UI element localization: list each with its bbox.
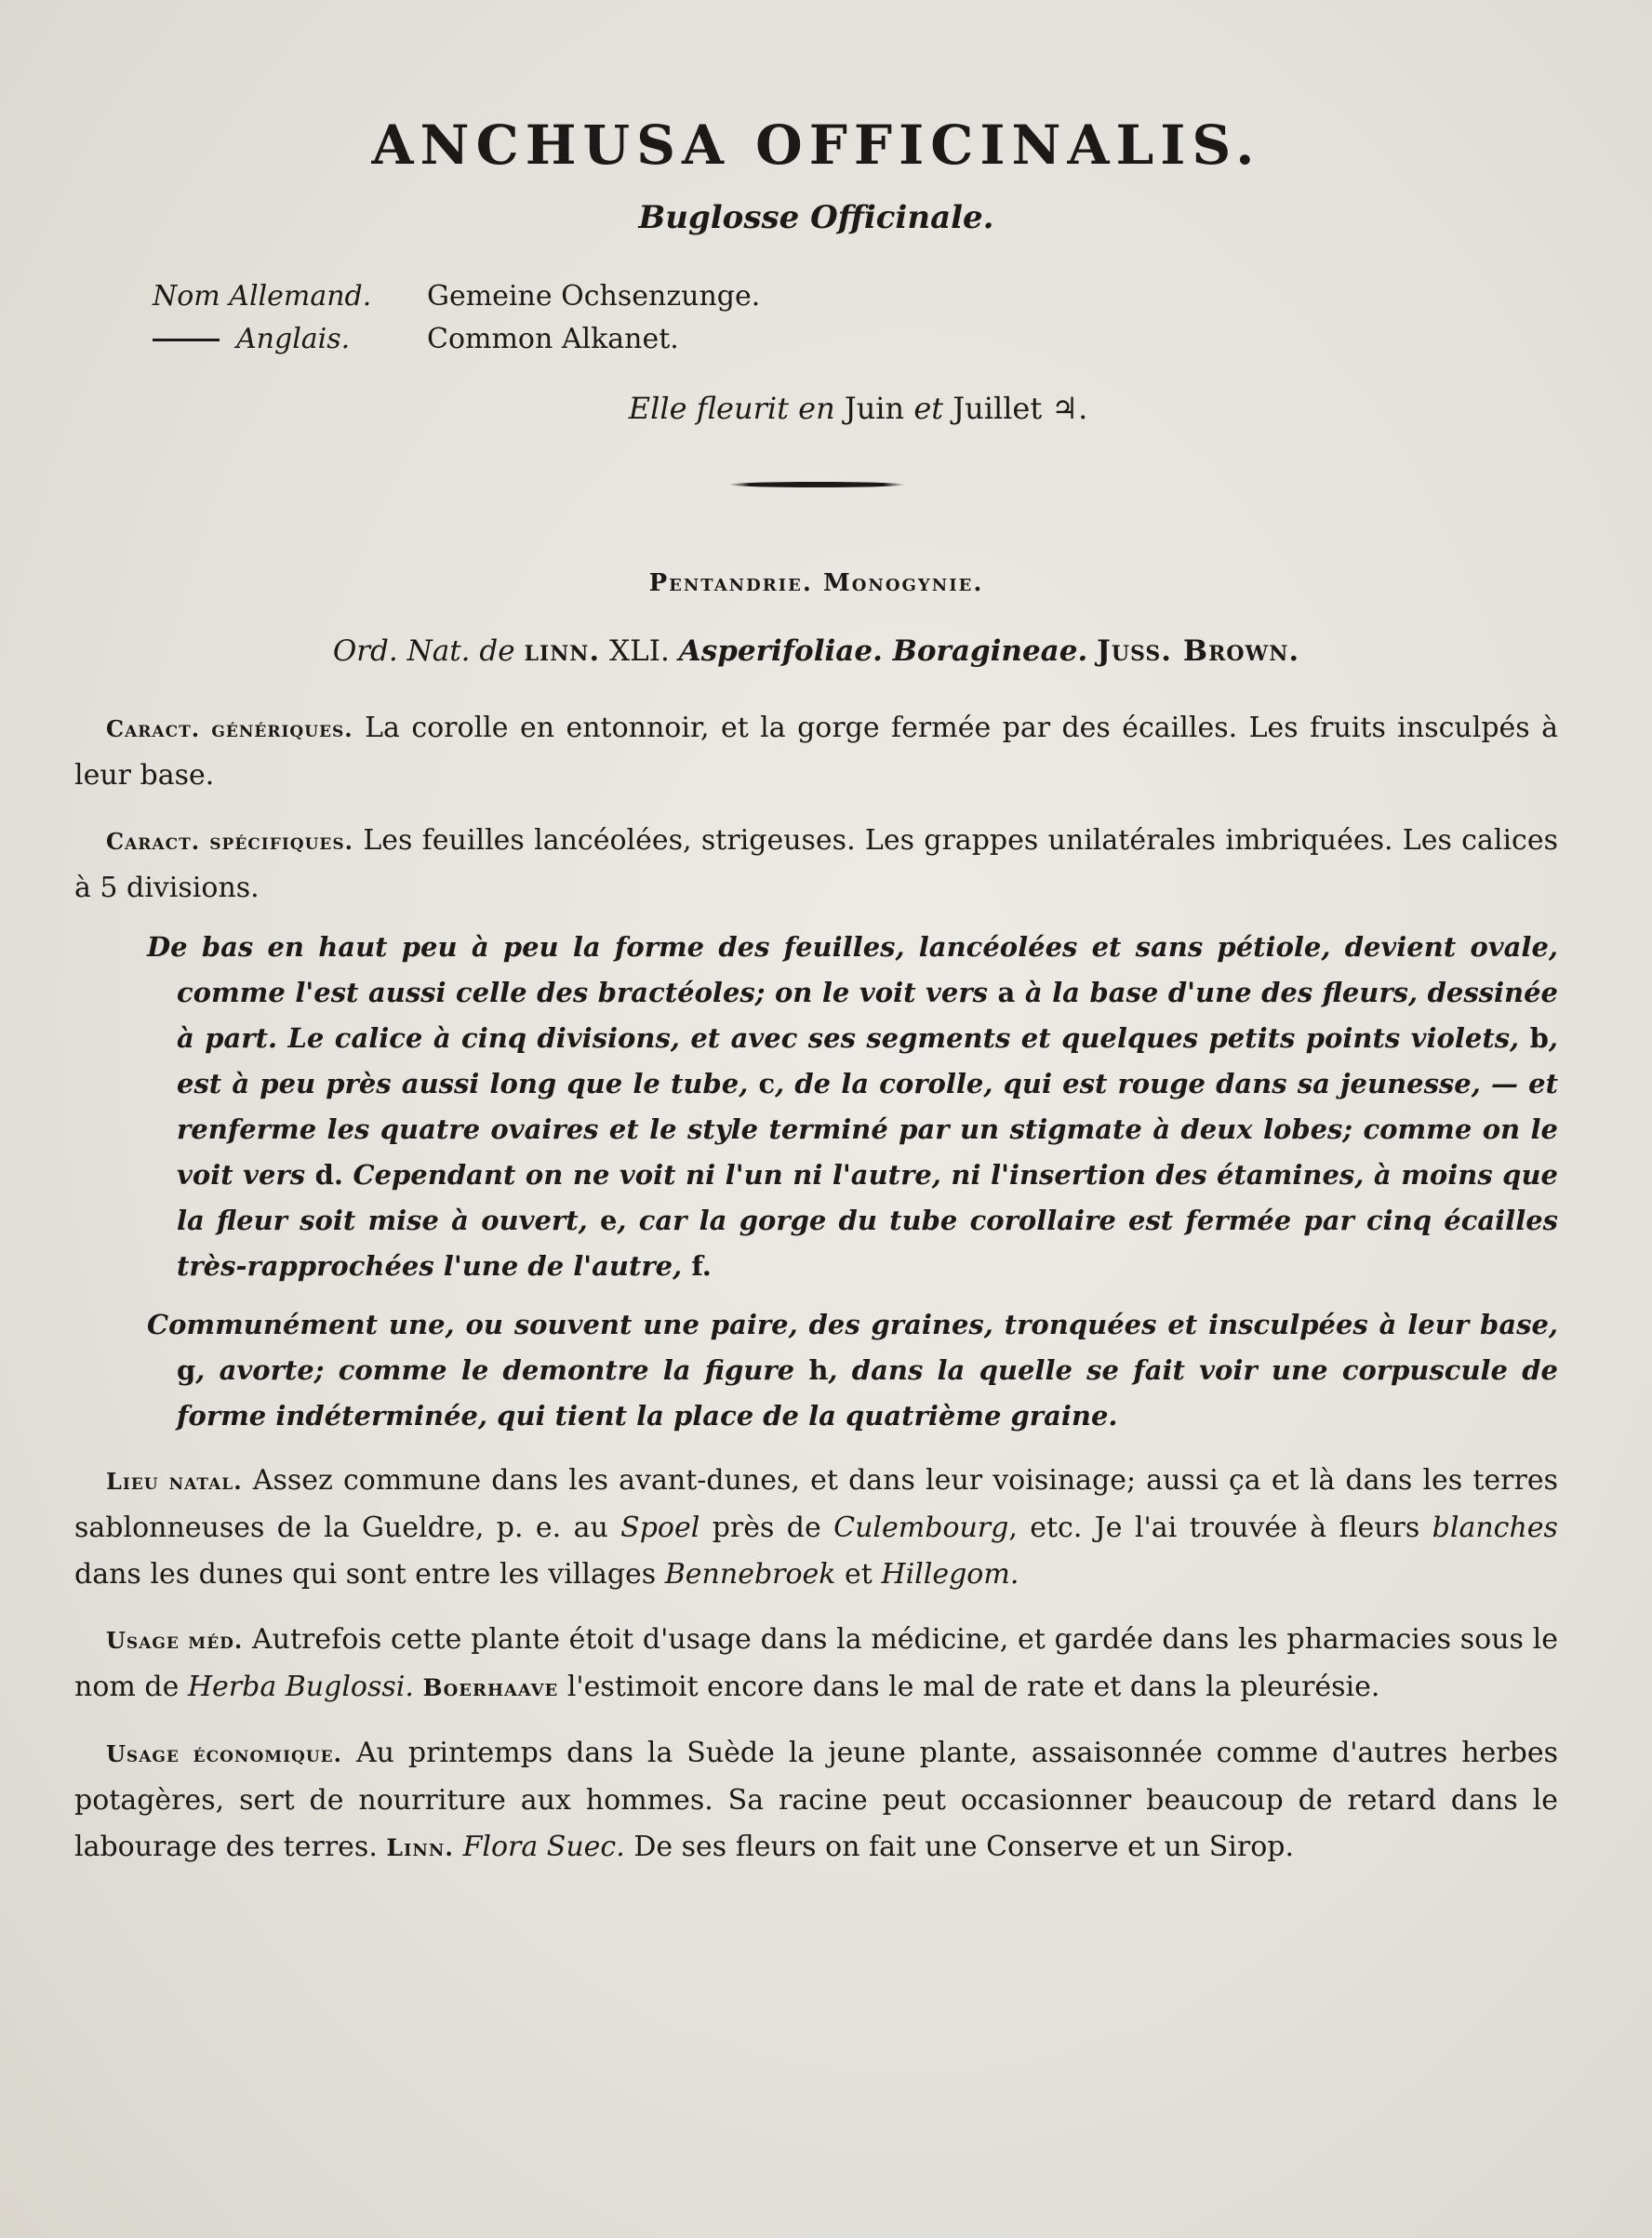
habitat-text: , etc. Je l'ai trouvée à fleurs (1008, 1511, 1420, 1544)
desc1-text: , de la corolle, qui est rouge dans sa jeunesse, — et renferme les quatre ovaires et le style terminé par un stigmate à deux lobes; comme on le voit vers (177, 1067, 1558, 1191)
perennial-symbol-icon: ♃. (1051, 390, 1088, 426)
habitat-label: Lieu natal. (106, 1467, 243, 1495)
lang-label-english-wrap (153, 318, 427, 361)
place-culembourg: Culembourg (833, 1511, 1009, 1544)
figure-ref-g: g (177, 1353, 196, 1386)
name-german: Gemeine Ochsenzunge. (427, 279, 761, 313)
bloom-text-2: en (798, 390, 835, 426)
order-number: XLI. (609, 633, 670, 668)
habitat-text: près de (712, 1511, 821, 1544)
lang-label-english: Anglais. (236, 322, 351, 355)
herba-buglossi: Herba Buglossi. (187, 1670, 414, 1703)
generic-label: Caract. génériques. (106, 714, 353, 742)
specific-text: Les feuilles lancéolées, strigeuses. Les grappes unilatérales imbriquées. Les calices à 5 divisions. (74, 823, 1559, 904)
name-english: Common Alkanet. (427, 322, 679, 355)
desc1-text: , car la gorge du tube corollaire est fermée par cinq écailles très-rapprochées l'une de l'autre, (177, 1204, 1558, 1282)
generic-characters (74, 705, 1558, 799)
medical-label: Usage méd. (106, 1626, 244, 1654)
desc1-text: , est à peu près aussi long que le tube, (177, 1021, 1558, 1099)
habitat-text: dans les dunes qui sont entre les villages (74, 1557, 657, 1591)
ditto-dash (153, 339, 220, 341)
flora-suec: Flora Suec. (462, 1830, 625, 1863)
order-authors: Juss. Brown. (1097, 633, 1300, 668)
desc1-text: De bas en haut peu à peu la forme des feuilles, lancéolées et sans pétiole, devient ovale, comme l'est aussi celle des bractéoles; on le voit vers (147, 930, 1558, 1008)
order-author-linn: linn. (524, 633, 601, 668)
author-linn: Linn. (386, 1833, 455, 1861)
medical-text: l'estimoit encore dans le mal de rate et dans la pleurésie. (566, 1670, 1380, 1703)
habitat-text: et (845, 1557, 873, 1591)
order-text-1: Ord. Nat. de (332, 633, 515, 668)
description-paragraph-1 (147, 925, 1558, 1289)
figure-ref-f: f. (691, 1249, 712, 1282)
figure-ref-b: b (1529, 1021, 1549, 1054)
habitat-text: Assez commune dans les avant-dunes, et dans leur voisinage; aussi ça et là dans les terres sablonneuses de la Gueldre, p. e. au (74, 1463, 1558, 1544)
bloom-period (74, 391, 1558, 426)
lang-label-german: Nom Allemand. (153, 279, 372, 313)
figure-ref-h: h (808, 1353, 829, 1386)
description-paragraph-2 (147, 1302, 1558, 1439)
medical-use (74, 1617, 1558, 1712)
page-subtitle: Buglosse Officinale. (638, 198, 994, 236)
document-page (74, 93, 1558, 1872)
economic-text: De ses fleurs on fait une Conserve et un Sirop. (633, 1830, 1294, 1863)
natural-order (74, 634, 1558, 668)
divider-rule (728, 482, 905, 487)
medical-text: Autrefois cette plante étoit d'usage dans la médicine, et gardée dans les pharmacies sous le nom de (74, 1622, 1558, 1703)
desc2-text: , avorte; comme le demontre la figure (195, 1353, 795, 1386)
place-hillegom: Hillegom. (881, 1557, 1019, 1591)
linnaean-classification: Pentandrie. Monogynie. (648, 568, 984, 597)
place-bennebroek: Bennebroek (664, 1557, 836, 1591)
economic-text: Au printemps dans la Suède la jeune plante, assaisonnée comme d'autres herbes potagères, sert de nourriture aux hommes. Sa racine peut occasionner beaucoup de retard dans le labourage des terres. (74, 1736, 1559, 1863)
habitat-white: blanches (1432, 1511, 1558, 1544)
bloom-text-4: et (913, 390, 944, 426)
order-families: Asperifoliae. Boragineae. (678, 633, 1088, 668)
common-names (153, 275, 1558, 361)
name-row-english (153, 318, 1558, 361)
name-row-german (153, 275, 1558, 318)
figure-ref-e: e (599, 1204, 618, 1236)
bloom-text-1: Elle fleurit (628, 390, 789, 426)
generic-text: La corolle en entonnoir, et la gorge fermée par des écailles. Les fruits insculpés à leur base. (74, 711, 1558, 792)
specific-characters (74, 818, 1558, 912)
figure-ref-d: d. (314, 1158, 343, 1191)
bloom-month-july: Juillet (953, 390, 1043, 426)
figure-ref-c: c (758, 1067, 776, 1099)
page-title: ANCHUSA OFFICINALIS. (371, 113, 1261, 177)
desc1-text: à la base d'une des fleurs, dessinée à part. Le calice à cinq divisions, et avec ses segments et quelques petits points violets, (177, 976, 1558, 1054)
desc2-text: Communément une, ou souvent une paire, des graines, tronquées et insculpées à leur base, (147, 1308, 1558, 1340)
author-boerhaave: Boerhaave (422, 1673, 559, 1701)
desc2-text: , dans la quelle se fait voir une corpuscule de forme indéterminée, qui tient la place de la quatrième graine. (177, 1353, 1558, 1432)
bloom-month-june: Juin (844, 390, 905, 426)
figure-ref-a: a (997, 976, 1016, 1008)
place-spoel: Spoel (620, 1511, 700, 1544)
habitat (74, 1458, 1558, 1598)
economic-use (74, 1730, 1558, 1872)
specific-label: Caract. spécifiques. (106, 827, 354, 855)
economic-label: Usage économique. (106, 1739, 342, 1767)
desc1-text: Cependant on ne voit ni l'un ni l'autre, ni l'insertion des étamines, à moins que la fleur soit mise à ouvert, (177, 1158, 1558, 1236)
